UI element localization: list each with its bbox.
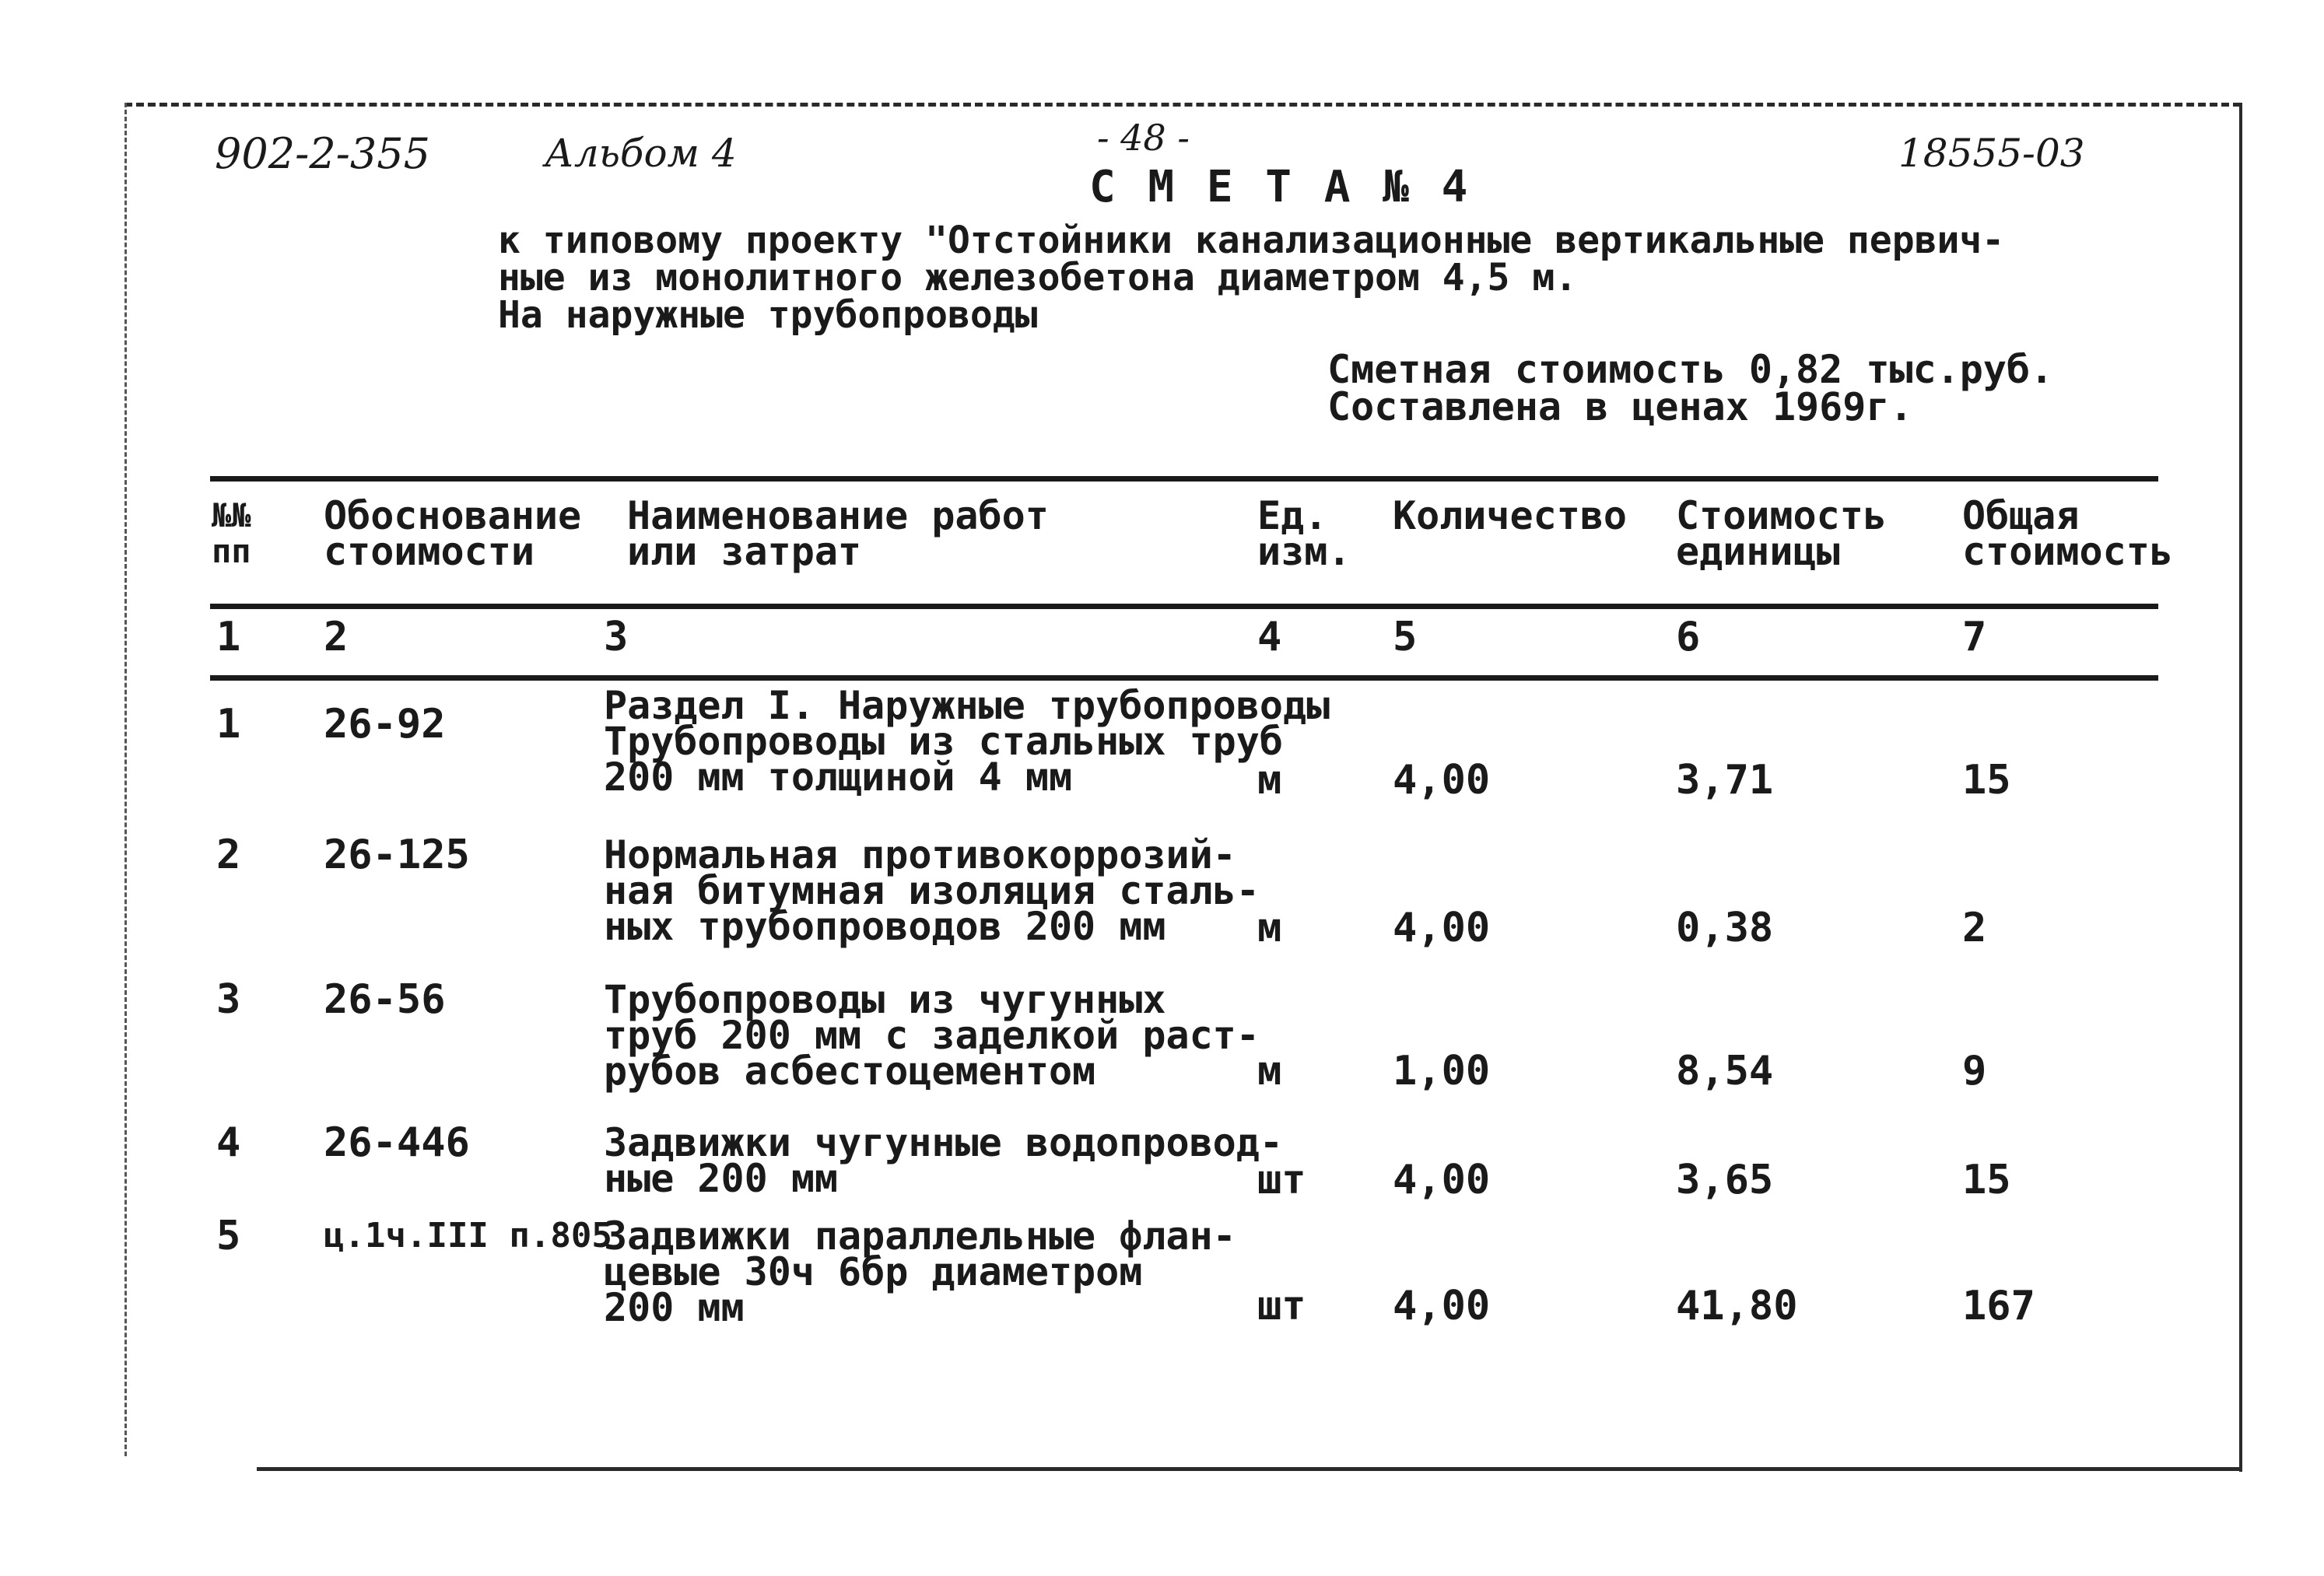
table-rule-top: [210, 476, 2158, 482]
row-unit: м: [1257, 1048, 1282, 1094]
col-number-1: 1: [216, 614, 241, 660]
row-unit-cost: 41,80: [1676, 1283, 1798, 1329]
col-number-2: 2: [324, 614, 349, 660]
row-number: 5: [216, 1213, 241, 1259]
page-frame-top: [124, 103, 2241, 107]
col-number-4: 4: [1257, 614, 1282, 660]
row-unit-cost: 3,65: [1676, 1157, 1774, 1203]
col-header-unit: Ед. изм.: [1257, 493, 1351, 574]
row-unit: м: [1257, 757, 1282, 804]
row-total-cost: 167: [1962, 1283, 2035, 1329]
row-total-cost: 15: [1962, 757, 2011, 804]
col-header-num: №№ пп: [212, 496, 251, 570]
row-unit: шт: [1257, 1157, 1306, 1203]
row-name: Нормальная противокоррозий- ная битумная изоляция сталь- ных трубопроводов 200 мм: [604, 832, 1260, 949]
col-number-7: 7: [1962, 614, 1987, 660]
page-frame-left: [124, 103, 127, 1456]
col-header-basis: Обоснование стоимости: [324, 493, 582, 574]
page-frame-bottom: [257, 1467, 2242, 1471]
row-quantity: 4,00: [1393, 757, 1491, 804]
page-frame-right: [2239, 103, 2242, 1472]
row-number: 4: [216, 1119, 241, 1166]
col-header-qty: Количество: [1393, 493, 1628, 538]
col-number-5: 5: [1393, 614, 1418, 660]
row-number: 3: [216, 976, 241, 1023]
row-total-cost: 2: [1962, 905, 1987, 951]
row-basis: 26-92: [324, 701, 446, 748]
row-name: Задвижки параллельные флан- цевые 30ч 6бр диаметром 200 мм: [604, 1214, 1236, 1330]
row-unit: м: [1257, 905, 1282, 951]
page-number: - 48 -: [1097, 117, 1190, 159]
row-quantity: 4,00: [1393, 905, 1491, 951]
subtitle-line-3: На наружные трубопроводы: [498, 293, 1038, 337]
row-unit: шт: [1257, 1283, 1306, 1329]
row-number: 1: [216, 701, 241, 748]
row-total-cost: 9: [1962, 1048, 1987, 1094]
table-rule-numbers: [210, 675, 2158, 681]
row-basis: ц.1ч.III п.805: [324, 1216, 612, 1256]
estimate-title: С М Е Т А № 4: [1089, 162, 1471, 212]
row-number: 2: [216, 832, 241, 878]
row-total-cost: 15: [1962, 1157, 2011, 1203]
row-basis: 26-125: [324, 832, 470, 878]
row-unit-cost: 3,71: [1676, 757, 1774, 804]
row-quantity: 4,00: [1393, 1157, 1491, 1203]
row-unit-cost: 8,54: [1676, 1048, 1774, 1094]
prices-basis: Составлена в ценах 1969г.: [1327, 384, 1913, 429]
row-name: Задвижки чугунные водопровод- ные 200 мм: [604, 1120, 1283, 1201]
col-number-3: 3: [604, 614, 629, 660]
col-header-unit-cost: Стоимость единицы: [1676, 493, 1887, 574]
col-number-6: 6: [1676, 614, 1701, 660]
col-header-name: Наименование работ или затрат: [627, 493, 1049, 574]
row-name: Трубопроводы из чугунных труб 200 мм с заделкой раст- рубов асбестоцементом: [604, 977, 1260, 1094]
row-name: Раздел I. Наружные трубопроводы Трубопроводы из стальных труб 200 мм толщиной 4 мм: [604, 683, 1330, 800]
col-header-total: Общая стоимость: [1962, 493, 2173, 574]
row-basis: 26-446: [324, 1119, 470, 1166]
row-quantity: 4,00: [1393, 1283, 1491, 1329]
row-quantity: 1,00: [1393, 1048, 1491, 1094]
document-number: 18555-03: [1898, 131, 2085, 176]
project-code: 902-2-355: [215, 129, 430, 178]
subtitle-line-1: к типовому проекту "Отстойники канализационные вертикальные первич-: [498, 219, 2005, 262]
estimated-cost: Сметная стоимость 0,82 тыс.руб.: [1327, 347, 2054, 392]
row-basis: 26-56: [324, 976, 446, 1023]
album-label: Альбом 4: [545, 131, 737, 176]
row-unit-cost: 0,38: [1676, 905, 1774, 951]
table-rule-header: [210, 604, 2158, 609]
subtitle-line-2: ные из монолитного железобетона диаметром 4,5 м.: [498, 256, 1578, 299]
